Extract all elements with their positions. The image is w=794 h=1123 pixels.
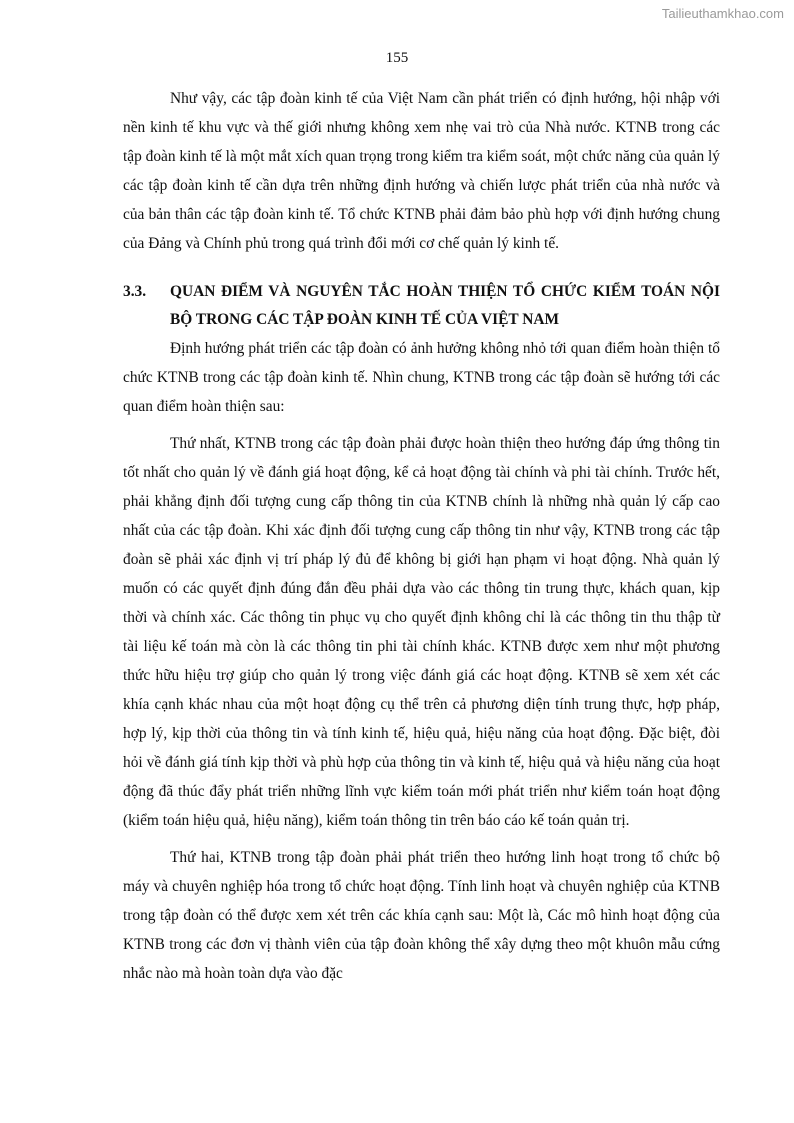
page-number: 155 (385, 50, 409, 66)
paragraph-first-point: Thứ nhất, KTNB trong các tập đoàn phải được hoàn thiện theo hướng đáp ứng thông tin tốt nhất cho quản lý về đánh giá hoạt động, kể cả hoạt động tài chính và phi tài chính. Trước hết, phải khẳng định đối tượng cung cấp thông tin của KTNB chính là những nhà quản lý cấp cao nhất của các tập đoàn. Khi xác định đối tượng cung cấp thông tin như vậy, KTNB trong các tập đoàn sẽ phải xác định vị trí pháp lý đủ để không bị giới hạn phạm vi hoạt động. Nhà quản lý muốn có các quyết định đúng đắn đều phải dựa vào các thông tin trung thực, khách quan, kịp thời và chính xác. Các thông tin phục vụ cho quyết định không chỉ là các thông tin thu thập từ tài liệu kế toán mà còn là các thông tin phi tài chính khác. KTNB được xem như một phương thức hữu hiệu trợ giúp cho quản lý trong việc đánh giá các hoạt động. KTNB sẽ xem xét các khía cạnh khác nhau của một hoạt động cụ thể trên cả phương diện tính trung thực, hợp pháp, hợp lý, kịp thời của thông tin và tính kinh tế, hiệu quả, hiệu năng của hoạt động. Đặc biệt, đòi hỏi về đánh giá tính kịp thời và phù hợp của thông tin và kinh tế, hiệu quả và hiệu năng của hoạt động đã thúc đẩy phát triển những lĩnh vực kiểm toán mới phát triển như kiểm toán hoạt động (kiểm toán hiệu quả, hiệu năng), kiểm toán thông tin trên báo cáo kế toán quản trị. (123, 435, 720, 829)
paragraph-second-point: Thứ hai, KTNB trong tập đoàn phải phát triển theo hướng linh hoạt trong tổ chức bộ máy và chuyên nghiệp hóa trong tổ chức hoạt động. Tính linh hoạt và chuyên nghiệp của KTNB trong tập đoàn có thể được xem xét trên các khía cạnh sau: Một là, Các mô hình hoạt động của KTNB trong các đơn vị thành viên của tập đoàn không thể xây dựng theo một khuôn mẫu cứng nhắc nào mà hoàn toàn dựa vào đặc (123, 849, 720, 982)
paragraph-intro: Như vậy, các tập đoàn kinh tế của Việt Nam cần phát triển có định hướng, hội nhập với nền kinh tế khu vực và thế giới nhưng không xem nhẹ vai trò của Nhà nước. KTNB trong các tập đoàn kinh tế là một mắt xích quan trọng trong kiểm tra kiểm soát, một chức năng của quản lý các tập đoàn kinh tế cần dựa trên những định hướng và chiến lược phát triển của nhà nước và của bản thân các tập đoàn kinh tế. Tổ chức KTNB phải đảm bảo phù hợp với định hướng chung của Đảng và Chính phủ trong quá trình đổi mới cơ chế quản lý kinh tế. (123, 90, 720, 252)
section-title: QUAN ĐIỂM VÀ NGUYÊN TẮC HOÀN THIỆN TỔ CHỨC KIỂM TOÁN NỘI BỘ TRONG CÁC TẬP ĐOÀN KINH TẾ CỦA VIỆT NAM (170, 283, 720, 328)
watermark: Tailieuthamkhao.com (661, 6, 784, 21)
page-content (123, 84, 720, 988)
section-number: 3.3. (123, 283, 147, 300)
section-heading (123, 278, 720, 334)
paragraph-orientation: Định hướng phát triển các tập đoàn có ảnh hưởng không nhỏ tới quan điểm hoàn thiện tổ chức KTNB trong các tập đoàn kinh tế. Nhìn chung, KTNB trong các tập đoàn sẽ hướng tới các quan điểm hoàn thiện sau: (123, 340, 720, 415)
